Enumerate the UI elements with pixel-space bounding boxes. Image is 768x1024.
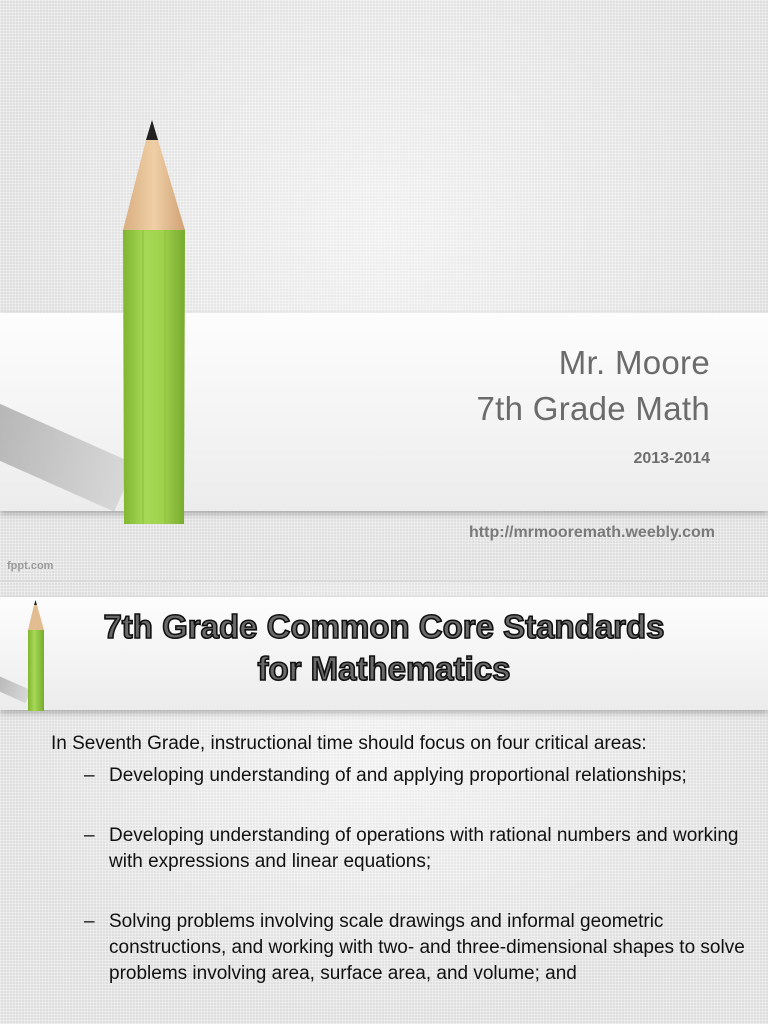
website-url[interactable]: http://mrmooremath.weebly.com [469, 524, 715, 541]
bullet-dash: – [84, 765, 95, 786]
list-item [51, 909, 751, 987]
list-item [51, 763, 751, 789]
list-item-text: Solving problems involving scale drawings and informal geometric constructions, and working with two- and three-dimensional shapes to solve problems involving area, surface area, and volume; and [109, 911, 745, 984]
watermark-text: fppt.com [7, 560, 54, 572]
slide-body [51, 732, 751, 1021]
school-year: 2013-2014 [633, 450, 710, 467]
intro-text: In Seventh Grade, instructional time should focus on four critical areas: [51, 733, 647, 754]
teacher-name: Mr. Moore [558, 344, 710, 381]
standards-slide [0, 582, 768, 1024]
slide-heading [0, 606, 768, 690]
list-item-text: Developing understanding of and applying proportional relationships; [109, 765, 687, 786]
critical-areas-list [51, 763, 751, 987]
bullet-dash: – [84, 825, 95, 846]
title-block [477, 340, 711, 468]
pencil-icon [122, 120, 186, 526]
heading-line-2: for Mathematics [257, 650, 511, 687]
heading-line-1: 7th Grade Common Core Standards [103, 608, 665, 645]
list-item [51, 823, 751, 875]
list-item-text: Developing understanding of operations with rational numbers and working with expressions and linear equations; [109, 825, 739, 872]
bullet-dash: – [84, 911, 95, 932]
course-title: 7th Grade Math [476, 390, 710, 427]
